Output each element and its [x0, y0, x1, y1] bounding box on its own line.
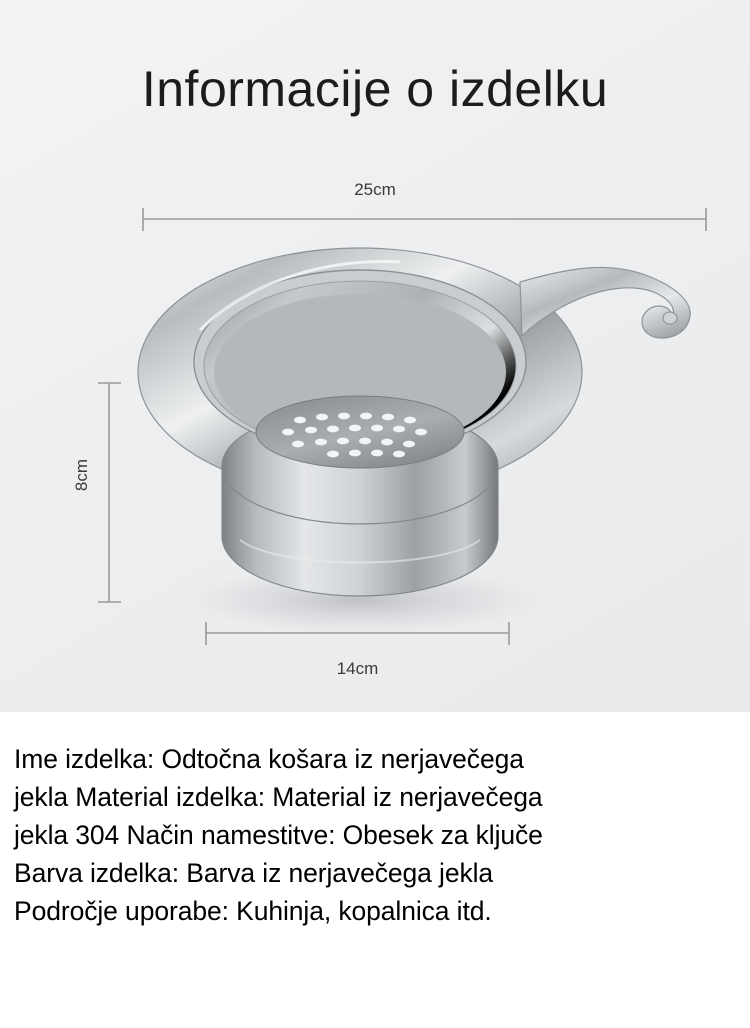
description-line: Področje uporabe: Kuhinja, kopalnica itd. [14, 896, 492, 926]
description-line: Barva izdelka: Barva iz nerjavečega jekla [14, 858, 494, 888]
description-line: jekla Material izdelka: Material iz nerjavečega [14, 782, 543, 812]
description-line: Ime izdelka: Odtočna košara iz nerjavečega [14, 744, 524, 774]
dimension-width-label: 25cm [354, 180, 396, 199]
product-description [0, 712, 750, 1028]
page-title: Informacije o izdelku [141, 61, 609, 117]
dimension-height-label: 8cm [72, 458, 91, 492]
description-line: jekla 304 Način namestitve: Obesek za ključe [14, 820, 543, 850]
dimension-depth-label: 14cm [336, 659, 379, 678]
